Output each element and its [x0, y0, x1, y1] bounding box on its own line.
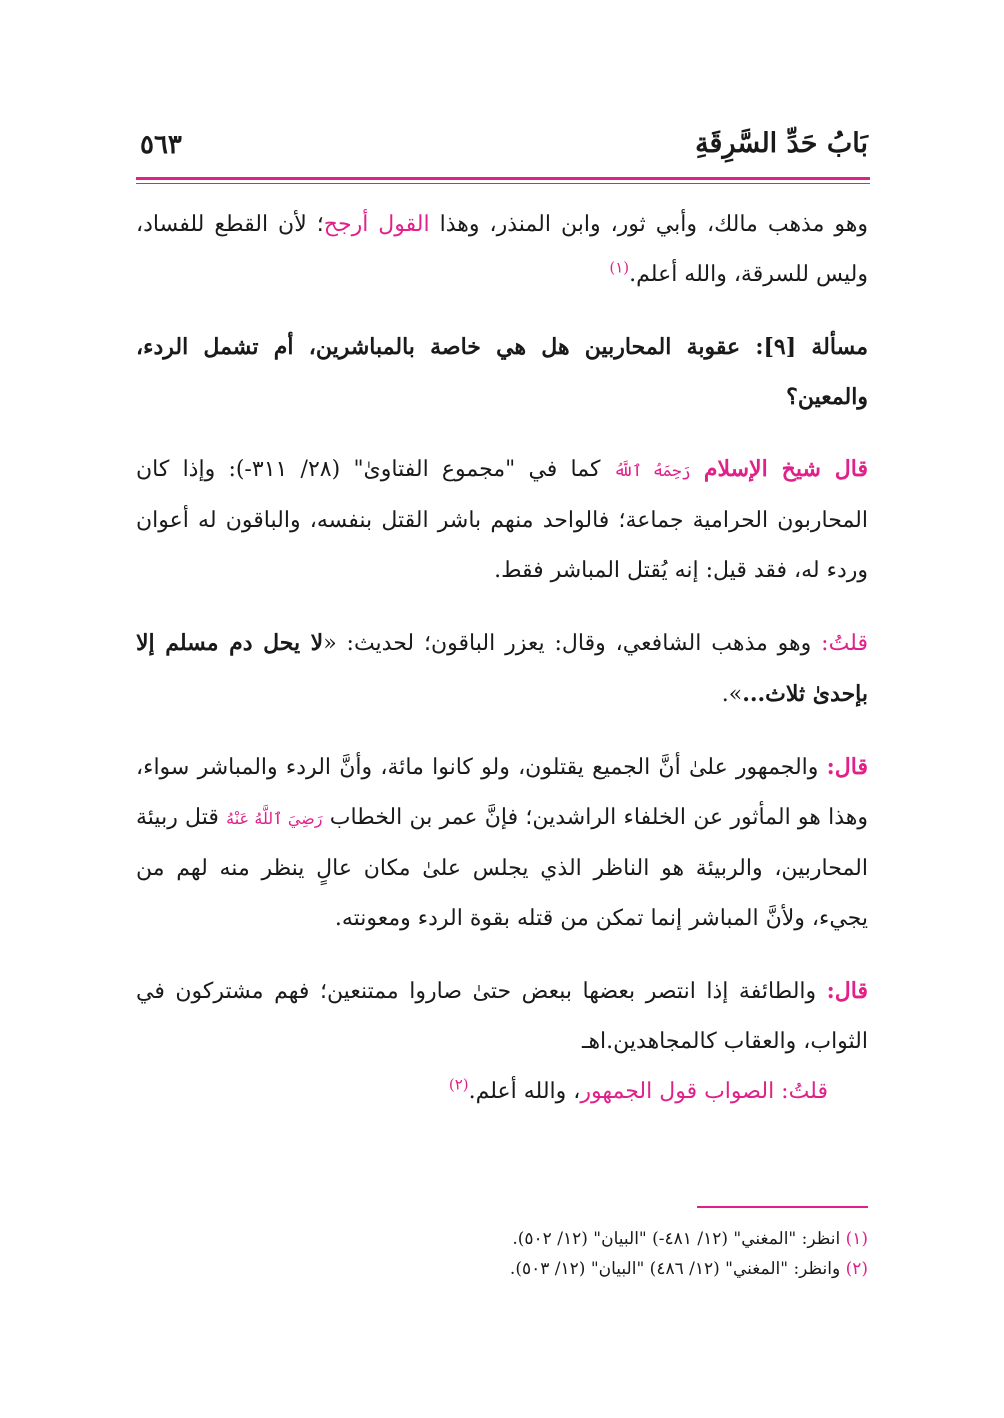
footnote-1: (١) انظر: "المغني" (١٢/ ٤٨١-) "البيان" (١٢/ ٥٠٢). — [512, 1229, 868, 1249]
hadith-text: لا يحل دم مسلم إلا بإحدىٰ ثلاث... — [136, 630, 868, 707]
footnote-divider — [697, 1206, 868, 1208]
footnotes — [136, 1224, 868, 1284]
footnote-number: (١) — [845, 1229, 868, 1249]
paragraph-5: قال: والطائفة إذا انتصر بعضها ببعض حتىٰ صاروا ممتنعين؛ فهم مشتركون في الثواب، والعقاب كالمجاهدين.اهـ — [136, 978, 868, 1054]
paragraph-4: قال: والجمهور علىٰ أنَّ الجميع يقتلون، ولو كانوا مائة، وأنَّ الردء والمباشر سواء، وهذا هو المأثور عن الخلفاء الراشدين؛ فإنَّ عمر بن الخطاب رَضِيَ ٱللَّهُ عَنْهُ قتل ربيئة المحاربين، والربيئة هو الناظر الذي يجلس علىٰ مكان عالٍ ينظر منه لهم من يجيء، ولأنَّ المباشر إنما تمكن من قتله بقوة الردء ومعونته. — [136, 754, 869, 931]
page-header — [140, 128, 868, 168]
footnote-number: (٢) — [845, 1259, 868, 1279]
speaker-label: قال: — [826, 978, 868, 1004]
issue-label: مسألة [٩]: — [755, 334, 868, 360]
paragraph-6: قلتُ: الصواب قول الجمهور، والله أعلم.$^{(٢)}$ — [448, 1075, 828, 1104]
honorific: رَضِيَ ٱللَّهُ عَنْهُ — [226, 809, 323, 828]
chapter-title: بَابُ حَدِّ السَّرِقَةِ — [695, 128, 868, 159]
header-rule-thick — [136, 177, 870, 180]
speaker-label: قال: — [826, 754, 868, 780]
footnote-ref[interactable]: (٢) — [448, 1075, 469, 1094]
honorific: رَحِمَهُ ٱللَّهُ — [613, 461, 691, 480]
main-text — [136, 200, 868, 1117]
page-number: ٥٦٣ — [140, 130, 182, 160]
paragraph-2: قال شيخ الإسلام رَحِمَهُ ٱللَّهُ كما في "مجموع الفتاوىٰ" (٢٨/ ٣١١-): وإذا كان المحاربون الحرامية جماعة؛ فالواحد منهم باشر القتل بنفسه، والباقون له أعوان وردء له، فقد قيل: إنه يُقتل المباشر فقط. — [136, 456, 868, 583]
header-rule-thin — [136, 183, 870, 184]
issue-heading — [136, 322, 868, 422]
speaker-label: قال شيخ الإسلام — [703, 456, 868, 482]
author-label: قلتُ: — [821, 631, 868, 656]
author-label: قلتُ: — [781, 1079, 828, 1104]
paragraph-1: وهو مذهب مالك، وأبي ثور، وابن المنذر، وهذا القول أرجح؛ لأن القطع للفساد، وليس للسرقة، والله أعلم.$^{(١)}$ — [136, 212, 868, 287]
footnote-ref[interactable]: (١) — [609, 258, 630, 277]
highlight-text: القول أرجح — [323, 212, 430, 237]
highlight-text: الصواب قول الجمهور — [580, 1079, 782, 1104]
issue-text: عقوبة المحاربين هل هي خاصة بالمباشرين، أم تشمل الردء، والمعين؟ — [136, 334, 868, 410]
paragraph-3: قلتُ: وهو مذهب الشافعي، وقال: يعزر الباقون؛ لحديث: «لا يحل دم مسلم إلا بإحدىٰ ثلاث...». — [136, 630, 868, 707]
footnote-2: (٢) وانظر: "المغني" (١٢/ ٤٨٦) "البيان" (١٢/ ٥٠٣). — [509, 1259, 868, 1279]
